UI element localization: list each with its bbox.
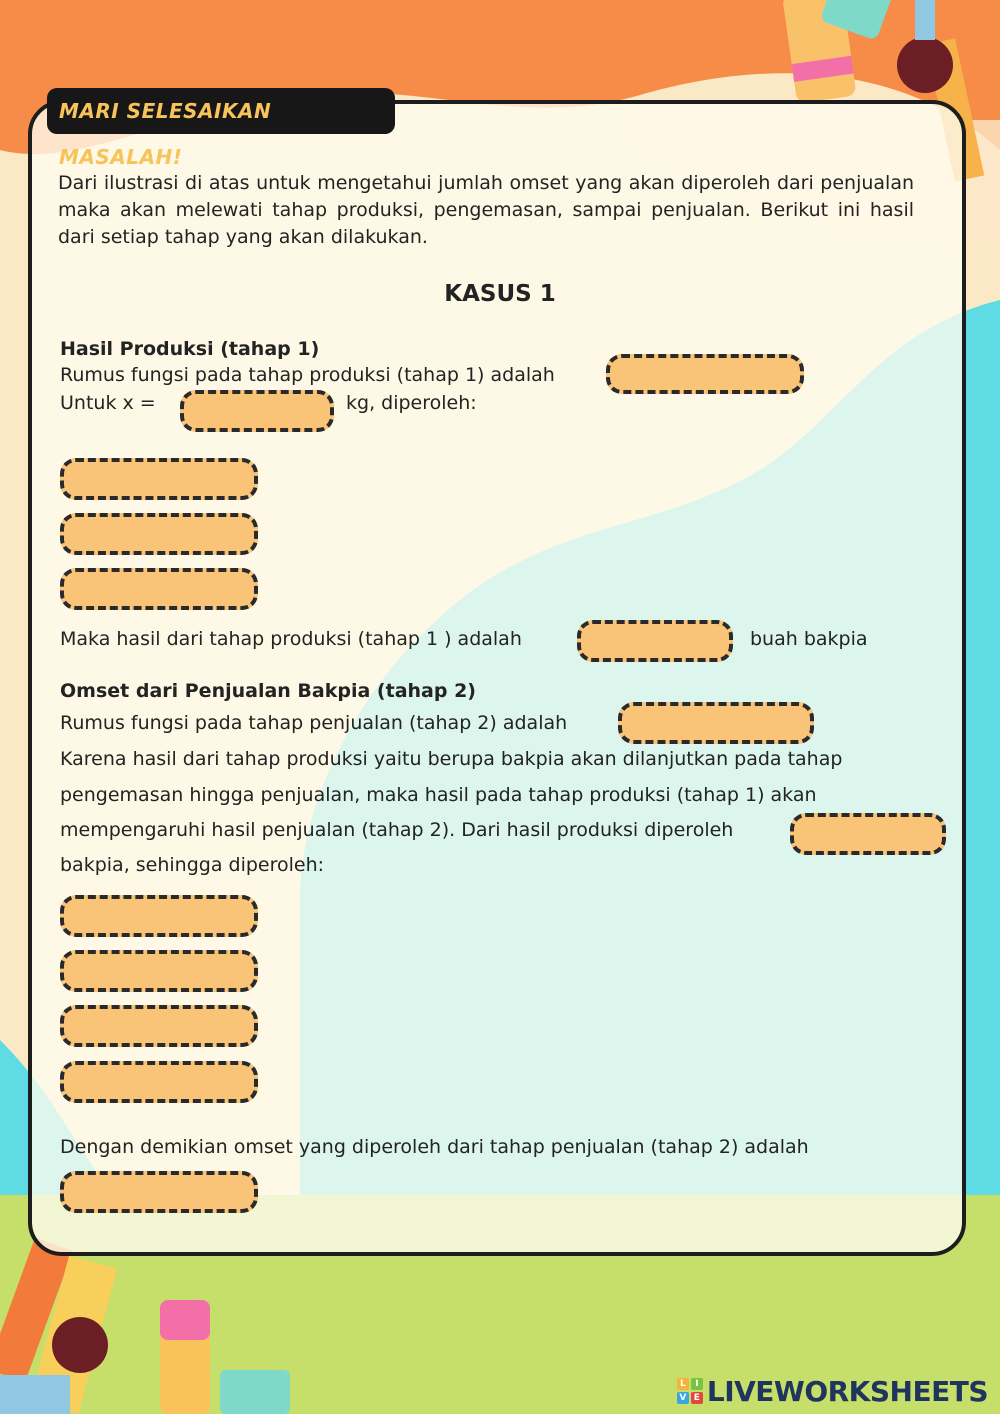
liveworksheets-brand[interactable] [677,1373,988,1409]
worksheet-title: MARI SELESAIKAN MASALAH! [47,88,395,134]
section2-formula-blank[interactable] [618,702,814,744]
logo-letter: I [691,1378,703,1390]
section1-step-blank-3[interactable] [60,568,258,610]
section2-line-3: mempengaruhi hasil penjualan (tahap 2). Dari hasil produksi diperoleh [60,819,734,841]
section1-formula-text: Rumus fungsi pada tahap produksi (tahap 1) adalah [60,364,555,386]
section2-line-4: bakpia, sehingga diperoleh: [60,854,325,876]
section1-x-prefix: Untuk x = [60,392,156,414]
section1-x-suffix: kg, diperoleh: [346,392,477,414]
case-title: KASUS 1 [444,281,556,307]
section1-formula-blank[interactable] [606,354,804,394]
section2-conclusion-blank[interactable] [60,1171,258,1213]
brand-name: LIVEWORKSHEETS [706,1374,988,1408]
section2-heading: Omset dari Penjualan Bakpia (tahap 2) [60,680,476,702]
section1-result-blank[interactable] [577,620,733,662]
section2-step-blank-3[interactable] [60,1005,258,1047]
section1-heading: Hasil Produksi (tahap 1) [60,338,320,360]
section1-step-blank-1[interactable] [60,458,258,500]
section2-step-blank-4[interactable] [60,1061,258,1103]
section2-step-blank-2[interactable] [60,950,258,992]
liveworksheets-logo-icon [677,1378,703,1404]
logo-letter: V [677,1392,689,1404]
logo-letter: L [677,1378,689,1390]
intro-paragraph: Dari ilustrasi di atas untuk mengetahui jumlah omset yang akan diperoleh dari penjualan maka akan melewati tahap produksi, pengemasan, sampai penjualan. Berikut ini hasil dari setiap tahap yang akan dilakukan. [58,172,914,248]
section1-x-blank[interactable] [180,390,334,432]
section2-line-2: pengemasan hingga penjualan, maka hasil pada tahap produksi (tahap 1) akan [60,784,817,806]
section2-production-blank[interactable] [790,813,946,855]
section2-formula-text: Rumus fungsi pada tahap penjualan (tahap 2) adalah [60,712,568,734]
section1-step-blank-2[interactable] [60,513,258,555]
section2-line-1: Karena hasil dari tahap produksi yaitu berupa bakpia akan dilanjutkan pada tahap [60,748,843,770]
section2-conclusion: Dengan demikian omset yang diperoleh dari tahap penjualan (tahap 2) adalah [60,1136,809,1158]
section1-result-suffix: buah bakpia [750,628,868,650]
section2-step-blank-1[interactable] [60,895,258,937]
logo-letter: E [691,1392,703,1404]
section1-result-prefix: Maka hasil dari tahap produksi (tahap 1 ) adalah [60,628,522,650]
